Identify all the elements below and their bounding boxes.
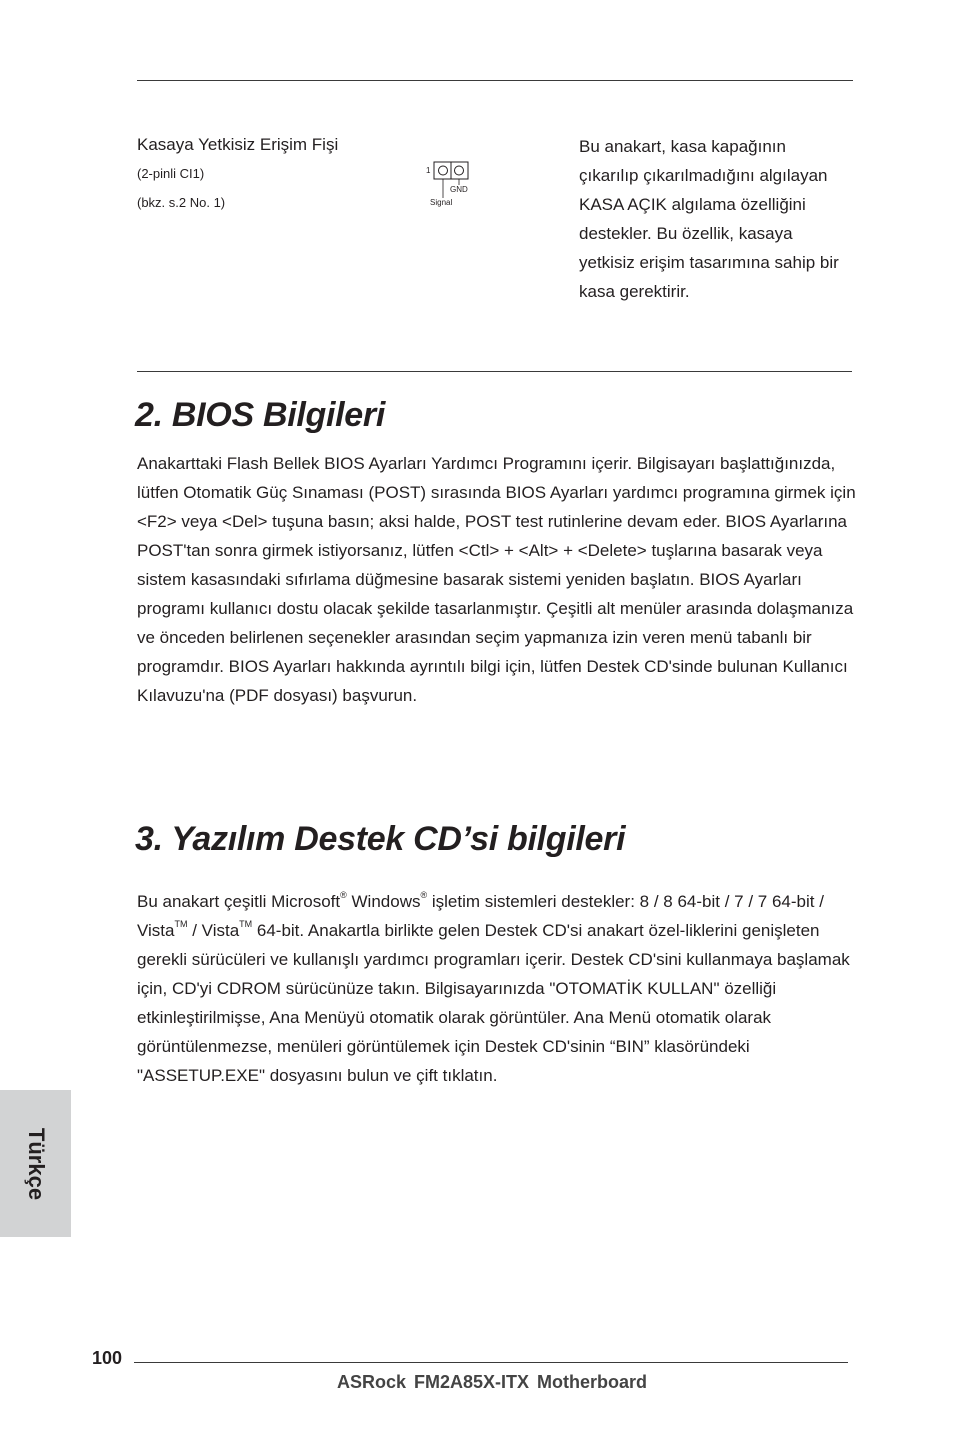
footer-rule <box>134 1362 848 1363</box>
signal-label: Signal <box>430 198 453 207</box>
cd-body-part: Bu anakart çeşitli Microsoft <box>137 892 341 911</box>
bios-body: Anakarttaki Flash Bellek BIOS Ayarları Yardımcı Programını içerir. Bilgisayarı başlattığınızda, lütfen Otomatik Güç Sınaması (POST) sırasında BIOS Ayarları yardımcı programına girmek için <F2> veya <Del> tuşuna basın; aksi halde, POST test rutinlerine devam eder. BIOS Ayarlarına POST'tan sonra girmek istiyorsanız, lütfen <Ctl> + <Alt> + <Delete> tuşlarına basarak veya sistem kasasındaki sıfırlama düğmesine basarak sistemi yeniden başlatın. BIOS Ayarları programı kullanıcı dostu olacak şekilde tasarlanmıştır. Çeşitli alt menüler arasında dolaşmanıza ve önceden belirlenen seçenekler arasından seçim yapmanıza izin veren menü tabanlı bir programdır. BIOS Ayarları hakkında ayrıntılı bilgi için, lütfen Destek CD'sinde bulunan Kullanıcı Kılavuzu'na (PDF dosyası) başvurun. <box>137 454 856 705</box>
cd-body <box>137 887 857 1090</box>
registered-mark: ® <box>420 890 428 901</box>
page-number: 100 <box>92 1348 123 1368</box>
registered-mark: ® <box>340 890 347 901</box>
connector-pin-diagram <box>420 158 480 210</box>
bios-heading: 2. BIOS Bilgileri <box>135 396 385 434</box>
pin1-label: 1 <box>426 166 431 175</box>
gnd-label: GND <box>450 185 468 194</box>
connector-description: Bu anakart, kasa kapağının çıkarılıp çıkarılmadığını algılayan KASA AÇIK algılama özelliğini destekler. Bu özellik, kasaya yetkisiz erişim tasarımına sahip bir kasa gerektirir. <box>579 137 839 301</box>
trademark-mark: TM <box>239 919 253 930</box>
section-rule <box>137 371 852 372</box>
top-rule <box>137 80 853 81</box>
pin-1 <box>439 166 448 175</box>
language-label: Türkçe <box>23 1127 49 1200</box>
connector-reference: (bkz. s.2 No. 1) <box>137 195 226 210</box>
footer-product: ASRock FM2A85X-ITX Motherboard <box>337 1372 648 1392</box>
cd-body-part: işletim sistemleri destekler: 8 / 8 64-bit / 7 / 7 64-bit / Vista <box>137 892 824 940</box>
connector-pin-spec: (2-pinli CI1) <box>137 166 205 181</box>
trademark-mark: TM <box>174 919 188 930</box>
cd-body-part: / Vista <box>187 921 240 940</box>
pin-2 <box>455 166 464 175</box>
cd-body-part: Windows <box>346 892 421 911</box>
cd-body-part: 64-bit. Anakartla birlikte gelen Destek CD'si anakart özel-liklerini genişleten gerekli sürücüleri ve kullanışlı yardımcı programları içerir. Destek CD'sini kullanmaya başlamak için, CD'yi CDROM sürücünüze takın. Bilgisayarınızda "OTOMATİK KULLAN" özelliği etkinleştirilmişse, Ana Menüyü otomatik olarak görüntüler. Ana Menü otomatik olarak görüntülenmezse, menüleri görüntülemek için Destek CD'sinin “BIN” klasöründeki "ASSETUP.EXE" dosyasını bulun ve çift tıklatın. <box>137 921 850 1085</box>
language-side-tab <box>0 1090 71 1237</box>
connector-title: Kasaya Yetkisiz Erişim Fişi <box>137 135 339 154</box>
cd-heading: 3. Yazılım Destek CD’si bilgileri <box>135 820 626 858</box>
